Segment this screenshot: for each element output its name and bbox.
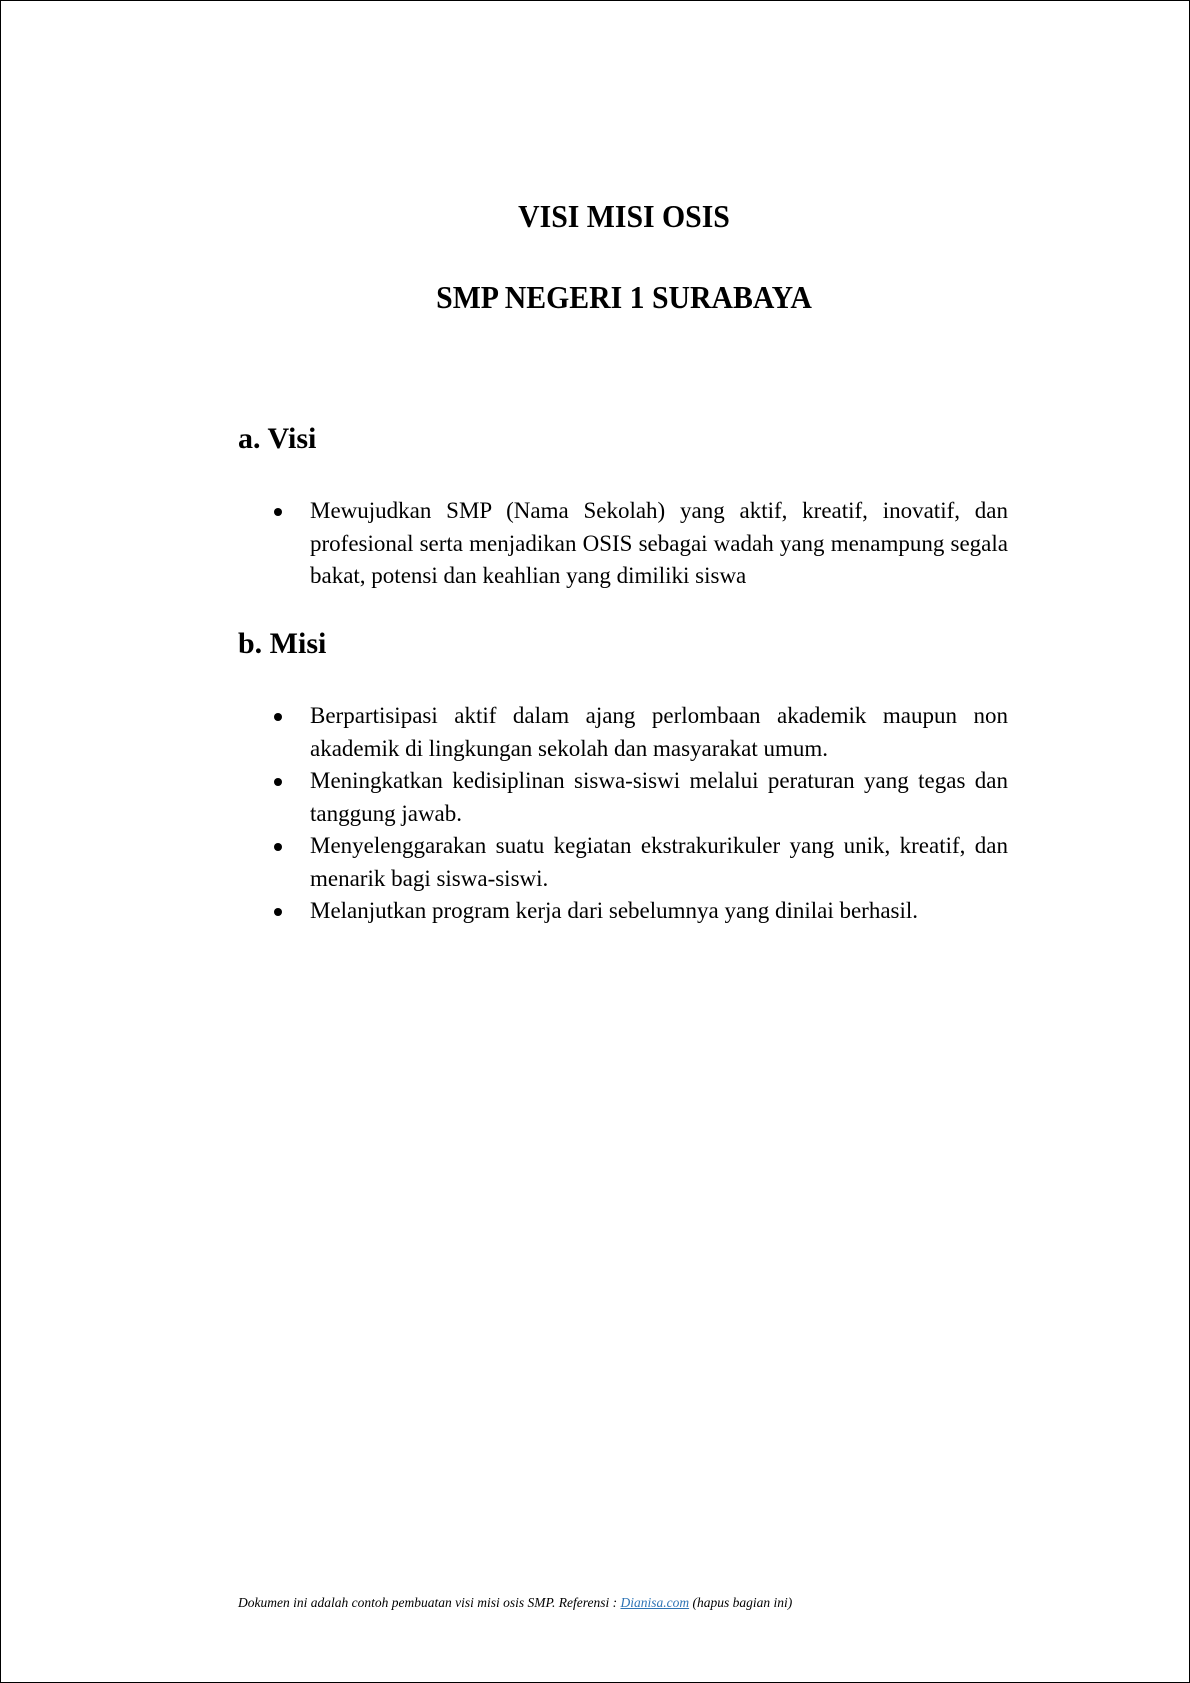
list-item-text: Meningkatkan kedisiplinan siswa-siswi melalui peraturan yang tegas dan tanggung jawab. bbox=[310, 768, 1008, 826]
misi-list bbox=[238, 700, 1008, 928]
footer-note bbox=[238, 1594, 792, 1612]
list-item-text: Melanjutkan program kerja dari sebelumnya yang dinilai berhasil. bbox=[310, 898, 919, 923]
list-item bbox=[238, 495, 1008, 593]
bullet-icon bbox=[274, 713, 282, 721]
visi-list bbox=[238, 495, 1008, 593]
list-item bbox=[238, 830, 1008, 895]
list-item bbox=[238, 895, 1008, 928]
list-item bbox=[238, 765, 1008, 830]
document-subtitle: SMP NEGERI 1 SURABAYA bbox=[436, 279, 812, 315]
reference-link[interactable]: Dianisa.com bbox=[620, 1595, 690, 1610]
bullet-icon bbox=[274, 908, 282, 916]
section-heading-misi: b. Misi bbox=[238, 627, 327, 660]
footer-text: Dokumen ini adalah contoh pembuatan visi misi osis SMP. Referensi : bbox=[238, 1595, 621, 1610]
bullet-icon bbox=[274, 778, 282, 786]
list-item bbox=[238, 700, 1008, 765]
bullet-icon bbox=[274, 508, 282, 516]
list-item-text: Mewujudkan SMP (Nama Sekolah) yang aktif, kreatif, inovatif, dan profesional serta menjadikan OSIS sebagai wadah yang menampung segala bakat, potensi dan keahlian yang dimiliki siswa bbox=[310, 498, 1008, 588]
list-item-text: Menyelenggarakan suatu kegiatan ekstrakurikuler yang unik, kreatif, dan menarik bagi siswa-siswi. bbox=[310, 833, 1008, 891]
bullet-icon bbox=[274, 843, 282, 851]
footer-text-after: (hapus bagian ini) bbox=[689, 1595, 793, 1610]
list-item-text: Berpartisipasi aktif dalam ajang perlombaan akademik maupun non akademik di lingkungan sekolah dan masyarakat umum. bbox=[310, 703, 1008, 761]
section-heading-visi: a. Visi bbox=[238, 422, 317, 455]
document-title: VISI MISI OSIS bbox=[518, 198, 730, 234]
